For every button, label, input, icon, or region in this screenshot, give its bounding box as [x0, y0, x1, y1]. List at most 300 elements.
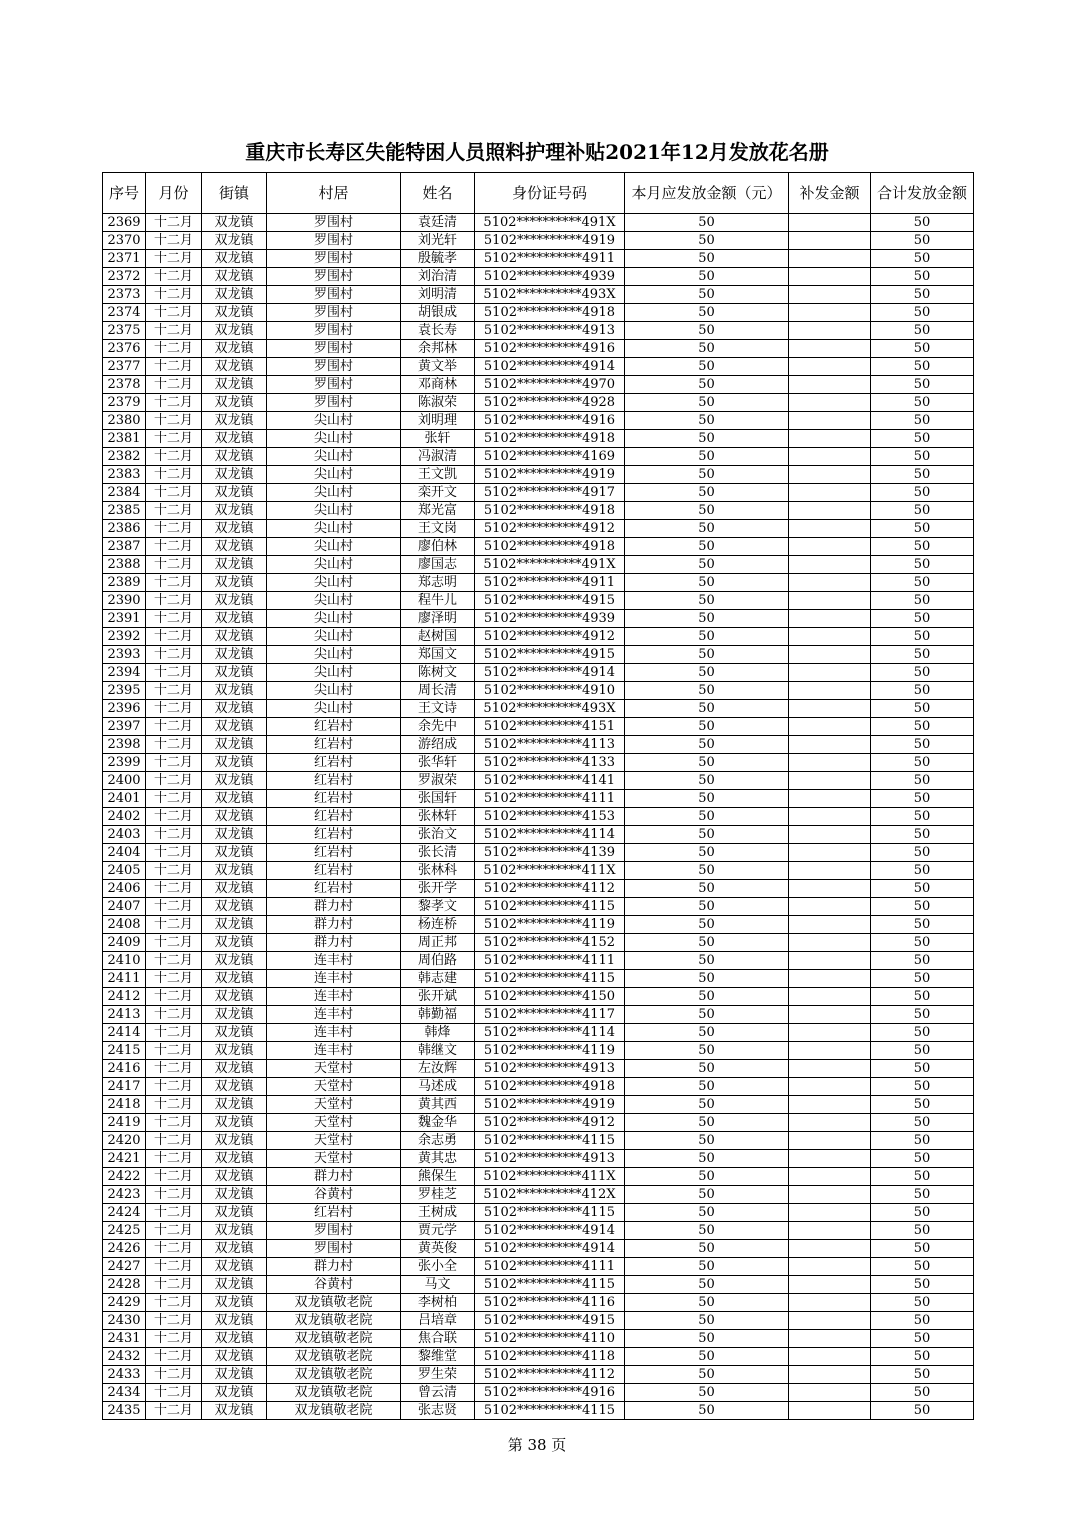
supplement-cell [789, 862, 871, 880]
total-cell: 50 [871, 1222, 974, 1240]
due-amount-cell: 50 [625, 1096, 789, 1114]
village-cell: 连丰村 [267, 988, 401, 1006]
seq-cell: 2418 [103, 1096, 146, 1114]
month-cell: 十二月 [146, 1402, 202, 1420]
village-cell: 谷黄村 [267, 1186, 401, 1204]
due-amount-cell: 50 [625, 682, 789, 700]
total-cell: 50 [871, 1132, 974, 1150]
roster-body [103, 214, 974, 1420]
table-row [103, 430, 974, 448]
village-cell: 罗围村 [267, 286, 401, 304]
table-row [103, 898, 974, 916]
month-cell: 十二月 [146, 430, 202, 448]
total-cell: 50 [871, 1096, 974, 1114]
id-number-cell: 5102**********4111 [475, 1258, 625, 1276]
table-row [103, 754, 974, 772]
supplement-cell [789, 1258, 871, 1276]
village-cell: 红岩村 [267, 790, 401, 808]
seq-cell: 2395 [103, 682, 146, 700]
village-cell: 双龙镇敬老院 [267, 1312, 401, 1330]
name-cell: 冯淑清 [401, 448, 475, 466]
table-row [103, 1366, 974, 1384]
town-cell: 双龙镇 [202, 1150, 267, 1168]
roster-table [102, 172, 974, 1420]
name-cell: 殷毓孝 [401, 250, 475, 268]
table-row [103, 1258, 974, 1276]
seq-cell: 2399 [103, 754, 146, 772]
seq-cell: 2433 [103, 1366, 146, 1384]
table-row [103, 286, 974, 304]
supplement-cell [789, 1168, 871, 1186]
due-amount-cell: 50 [625, 754, 789, 772]
table-row [103, 988, 974, 1006]
name-cell: 程牛儿 [401, 592, 475, 610]
total-cell: 50 [871, 538, 974, 556]
supplement-cell [789, 214, 871, 232]
seq-cell: 2372 [103, 268, 146, 286]
table-row [103, 1312, 974, 1330]
seq-cell: 2434 [103, 1384, 146, 1402]
id-number-cell: 5102**********4915 [475, 1312, 625, 1330]
id-number-cell: 5102**********4914 [475, 1222, 625, 1240]
town-cell: 双龙镇 [202, 1348, 267, 1366]
due-amount-cell: 50 [625, 520, 789, 538]
village-cell: 尖山村 [267, 412, 401, 430]
due-amount-cell: 50 [625, 718, 789, 736]
id-number-cell: 5102**********4115 [475, 1402, 625, 1420]
village-cell: 尖山村 [267, 556, 401, 574]
village-cell: 罗围村 [267, 304, 401, 322]
month-cell: 十二月 [146, 232, 202, 250]
id-number-cell: 5102**********4152 [475, 934, 625, 952]
town-cell: 双龙镇 [202, 592, 267, 610]
town-cell: 双龙镇 [202, 646, 267, 664]
due-amount-cell: 50 [625, 628, 789, 646]
due-amount-cell: 50 [625, 214, 789, 232]
seq-cell: 2424 [103, 1204, 146, 1222]
town-cell: 双龙镇 [202, 790, 267, 808]
total-cell: 50 [871, 1384, 974, 1402]
seq-cell: 2394 [103, 664, 146, 682]
seq-cell: 2419 [103, 1114, 146, 1132]
name-cell: 邓商林 [401, 376, 475, 394]
village-cell: 尖山村 [267, 700, 401, 718]
id-number-cell: 5102**********4119 [475, 916, 625, 934]
supplement-cell [789, 448, 871, 466]
total-cell: 50 [871, 1330, 974, 1348]
total-cell: 50 [871, 448, 974, 466]
village-cell: 红岩村 [267, 826, 401, 844]
due-amount-cell: 50 [625, 358, 789, 376]
total-cell: 50 [871, 322, 974, 340]
total-cell: 50 [871, 970, 974, 988]
due-amount-cell: 50 [625, 1078, 789, 1096]
total-cell: 50 [871, 988, 974, 1006]
village-cell: 红岩村 [267, 754, 401, 772]
name-cell: 黄其西 [401, 1096, 475, 1114]
name-cell: 左汝辉 [401, 1060, 475, 1078]
header-supplement: 补发金额 [789, 173, 871, 214]
name-cell: 张林轩 [401, 808, 475, 826]
supplement-cell [789, 826, 871, 844]
town-cell: 双龙镇 [202, 466, 267, 484]
village-cell: 群力村 [267, 1168, 401, 1186]
supplement-cell [789, 430, 871, 448]
due-amount-cell: 50 [625, 1330, 789, 1348]
name-cell: 韩勤福 [401, 1006, 475, 1024]
table-row [103, 1330, 974, 1348]
village-cell: 天堂村 [267, 1060, 401, 1078]
id-number-cell: 5102**********4115 [475, 1204, 625, 1222]
total-cell: 50 [871, 610, 974, 628]
total-cell: 50 [871, 826, 974, 844]
town-cell: 双龙镇 [202, 1042, 267, 1060]
supplement-cell [789, 304, 871, 322]
name-cell: 黄其忠 [401, 1150, 475, 1168]
village-cell: 连丰村 [267, 1006, 401, 1024]
name-cell: 刘治清 [401, 268, 475, 286]
supplement-cell [789, 736, 871, 754]
month-cell: 十二月 [146, 844, 202, 862]
seq-cell: 2386 [103, 520, 146, 538]
month-cell: 十二月 [146, 1240, 202, 1258]
total-cell: 50 [871, 952, 974, 970]
due-amount-cell: 50 [625, 880, 789, 898]
table-row [103, 1060, 974, 1078]
town-cell: 双龙镇 [202, 520, 267, 538]
seq-cell: 2398 [103, 736, 146, 754]
id-number-cell: 5102**********4914 [475, 1240, 625, 1258]
supplement-cell [789, 790, 871, 808]
name-cell: 吕培章 [401, 1312, 475, 1330]
month-cell: 十二月 [146, 1096, 202, 1114]
seq-cell: 2384 [103, 484, 146, 502]
name-cell: 黄文举 [401, 358, 475, 376]
supplement-cell [789, 250, 871, 268]
name-cell: 张轩 [401, 430, 475, 448]
supplement-cell [789, 1150, 871, 1168]
name-cell: 张开学 [401, 880, 475, 898]
seq-cell: 2390 [103, 592, 146, 610]
month-cell: 十二月 [146, 1366, 202, 1384]
name-cell: 王文诗 [401, 700, 475, 718]
seq-cell: 2410 [103, 952, 146, 970]
name-cell: 周伯路 [401, 952, 475, 970]
total-cell: 50 [871, 1150, 974, 1168]
town-cell: 双龙镇 [202, 934, 267, 952]
town-cell: 双龙镇 [202, 340, 267, 358]
table-row [103, 1384, 974, 1402]
table-row [103, 808, 974, 826]
month-cell: 十二月 [146, 1060, 202, 1078]
supplement-cell [789, 1276, 871, 1294]
supplement-cell [789, 808, 871, 826]
id-number-cell: 5102**********412X [475, 1186, 625, 1204]
id-number-cell: 5102**********4919 [475, 466, 625, 484]
town-cell: 双龙镇 [202, 376, 267, 394]
table-row [103, 1114, 974, 1132]
name-cell: 贾元学 [401, 1222, 475, 1240]
due-amount-cell: 50 [625, 232, 789, 250]
table-row [103, 952, 974, 970]
month-cell: 十二月 [146, 772, 202, 790]
name-cell: 刘明理 [401, 412, 475, 430]
month-cell: 十二月 [146, 286, 202, 304]
supplement-cell [789, 610, 871, 628]
header-month: 月份 [146, 173, 202, 214]
name-cell: 张志贤 [401, 1402, 475, 1420]
name-cell: 张长清 [401, 844, 475, 862]
town-cell: 双龙镇 [202, 1078, 267, 1096]
due-amount-cell: 50 [625, 1402, 789, 1420]
due-amount-cell: 50 [625, 1312, 789, 1330]
seq-cell: 2403 [103, 826, 146, 844]
village-cell: 尖山村 [267, 538, 401, 556]
village-cell: 罗围村 [267, 358, 401, 376]
total-cell: 50 [871, 898, 974, 916]
name-cell: 熊保生 [401, 1168, 475, 1186]
seq-cell: 2377 [103, 358, 146, 376]
due-amount-cell: 50 [625, 1042, 789, 1060]
supplement-cell [789, 1114, 871, 1132]
total-cell: 50 [871, 250, 974, 268]
total-cell: 50 [871, 1276, 974, 1294]
village-cell: 群力村 [267, 898, 401, 916]
table-row [103, 1348, 974, 1366]
supplement-cell [789, 232, 871, 250]
page-number: 第 38 页 [507, 1436, 567, 1454]
table-row [103, 790, 974, 808]
total-cell: 50 [871, 934, 974, 952]
total-cell: 50 [871, 1114, 974, 1132]
due-amount-cell: 50 [625, 430, 789, 448]
name-cell: 黎孝文 [401, 898, 475, 916]
id-number-cell: 5102**********4916 [475, 1384, 625, 1402]
town-cell: 双龙镇 [202, 322, 267, 340]
name-cell: 魏金华 [401, 1114, 475, 1132]
id-number-cell: 5102**********493X [475, 286, 625, 304]
due-amount-cell: 50 [625, 1150, 789, 1168]
table-row [103, 880, 974, 898]
village-cell: 天堂村 [267, 1114, 401, 1132]
id-number-cell: 5102**********4915 [475, 592, 625, 610]
month-cell: 十二月 [146, 952, 202, 970]
table-row [103, 826, 974, 844]
supplement-cell [789, 628, 871, 646]
seq-cell: 2402 [103, 808, 146, 826]
due-amount-cell: 50 [625, 790, 789, 808]
total-cell: 50 [871, 376, 974, 394]
seq-cell: 2371 [103, 250, 146, 268]
due-amount-cell: 50 [625, 1276, 789, 1294]
id-number-cell: 5102**********4141 [475, 772, 625, 790]
month-cell: 十二月 [146, 358, 202, 376]
table-row [103, 1276, 974, 1294]
supplement-cell [789, 1312, 871, 1330]
supplement-cell [789, 952, 871, 970]
town-cell: 双龙镇 [202, 484, 267, 502]
name-cell: 游绍成 [401, 736, 475, 754]
town-cell: 双龙镇 [202, 1258, 267, 1276]
table-row [103, 1024, 974, 1042]
name-cell: 王文凯 [401, 466, 475, 484]
due-amount-cell: 50 [625, 1294, 789, 1312]
town-cell: 双龙镇 [202, 610, 267, 628]
table-row [103, 916, 974, 934]
due-amount-cell: 50 [625, 1204, 789, 1222]
town-cell: 双龙镇 [202, 232, 267, 250]
id-number-cell: 5102**********4919 [475, 232, 625, 250]
village-cell: 红岩村 [267, 880, 401, 898]
due-amount-cell: 50 [625, 412, 789, 430]
village-cell: 群力村 [267, 934, 401, 952]
village-cell: 双龙镇敬老院 [267, 1330, 401, 1348]
town-cell: 双龙镇 [202, 430, 267, 448]
month-cell: 十二月 [146, 664, 202, 682]
village-cell: 天堂村 [267, 1078, 401, 1096]
table-row [103, 538, 974, 556]
table-row [103, 736, 974, 754]
town-cell: 双龙镇 [202, 1312, 267, 1330]
village-cell: 红岩村 [267, 736, 401, 754]
total-cell: 50 [871, 1168, 974, 1186]
table-row [103, 934, 974, 952]
due-amount-cell: 50 [625, 448, 789, 466]
total-cell: 50 [871, 466, 974, 484]
month-cell: 十二月 [146, 322, 202, 340]
table-row [103, 1294, 974, 1312]
table-row [103, 466, 974, 484]
supplement-cell [789, 340, 871, 358]
id-number-cell: 5102**********4112 [475, 1366, 625, 1384]
id-number-cell: 5102**********4911 [475, 250, 625, 268]
month-cell: 十二月 [146, 1258, 202, 1276]
total-cell: 50 [871, 1060, 974, 1078]
table-row [103, 862, 974, 880]
town-cell: 双龙镇 [202, 916, 267, 934]
village-cell: 谷黄村 [267, 1276, 401, 1294]
table-row [103, 700, 974, 718]
supplement-cell [789, 1060, 871, 1078]
total-cell: 50 [871, 628, 974, 646]
month-cell: 十二月 [146, 988, 202, 1006]
village-cell: 连丰村 [267, 1024, 401, 1042]
table-row [103, 610, 974, 628]
due-amount-cell: 50 [625, 250, 789, 268]
name-cell: 栾开文 [401, 484, 475, 502]
id-number-cell: 5102**********4939 [475, 610, 625, 628]
id-number-cell: 5102**********4914 [475, 664, 625, 682]
month-cell: 十二月 [146, 898, 202, 916]
town-cell: 双龙镇 [202, 1024, 267, 1042]
town-cell: 双龙镇 [202, 1186, 267, 1204]
total-cell: 50 [871, 772, 974, 790]
id-number-cell: 5102**********4114 [475, 1024, 625, 1042]
table-row [103, 592, 974, 610]
header-id-number: 身份证号码 [475, 173, 625, 214]
total-cell: 50 [871, 1042, 974, 1060]
name-cell: 袁长寿 [401, 322, 475, 340]
seq-cell: 2417 [103, 1078, 146, 1096]
supplement-cell [789, 556, 871, 574]
total-cell: 50 [871, 646, 974, 664]
table-row [103, 358, 974, 376]
month-cell: 十二月 [146, 1204, 202, 1222]
name-cell: 马文 [401, 1276, 475, 1294]
seq-cell: 2389 [103, 574, 146, 592]
table-row [103, 1222, 974, 1240]
supplement-cell [789, 520, 871, 538]
id-number-cell: 5102**********4115 [475, 1276, 625, 1294]
month-cell: 十二月 [146, 700, 202, 718]
town-cell: 双龙镇 [202, 826, 267, 844]
town-cell: 双龙镇 [202, 664, 267, 682]
supplement-cell [789, 1294, 871, 1312]
due-amount-cell: 50 [625, 952, 789, 970]
village-cell: 连丰村 [267, 1042, 401, 1060]
id-number-cell: 5102**********4918 [475, 1078, 625, 1096]
due-amount-cell: 50 [625, 1168, 789, 1186]
due-amount-cell: 50 [625, 322, 789, 340]
name-cell: 曾云清 [401, 1384, 475, 1402]
total-cell: 50 [871, 682, 974, 700]
due-amount-cell: 50 [625, 772, 789, 790]
village-cell: 天堂村 [267, 1150, 401, 1168]
id-number-cell: 5102**********4919 [475, 1096, 625, 1114]
due-amount-cell: 50 [625, 1384, 789, 1402]
name-cell: 刘光轩 [401, 232, 475, 250]
town-cell: 双龙镇 [202, 1276, 267, 1294]
name-cell: 郑光富 [401, 502, 475, 520]
total-cell: 50 [871, 1204, 974, 1222]
due-amount-cell: 50 [625, 1114, 789, 1132]
table-row [103, 1132, 974, 1150]
name-cell: 韩继文 [401, 1042, 475, 1060]
seq-cell: 2388 [103, 556, 146, 574]
id-number-cell: 5102**********4915 [475, 646, 625, 664]
month-cell: 十二月 [146, 1132, 202, 1150]
header-name: 姓名 [401, 173, 475, 214]
seq-cell: 2428 [103, 1276, 146, 1294]
due-amount-cell: 50 [625, 556, 789, 574]
town-cell: 双龙镇 [202, 1384, 267, 1402]
month-cell: 十二月 [146, 1006, 202, 1024]
total-cell: 50 [871, 520, 974, 538]
total-cell: 50 [871, 1024, 974, 1042]
total-cell: 50 [871, 412, 974, 430]
town-cell: 双龙镇 [202, 394, 267, 412]
id-number-cell: 5102**********493X [475, 700, 625, 718]
village-cell: 尖山村 [267, 484, 401, 502]
id-number-cell: 5102**********4111 [475, 790, 625, 808]
due-amount-cell: 50 [625, 376, 789, 394]
seq-cell: 2393 [103, 646, 146, 664]
town-cell: 双龙镇 [202, 1240, 267, 1258]
village-cell: 尖山村 [267, 448, 401, 466]
month-cell: 十二月 [146, 304, 202, 322]
id-number-cell: 5102**********4913 [475, 322, 625, 340]
table-row [103, 304, 974, 322]
seq-cell: 2404 [103, 844, 146, 862]
table-row [103, 250, 974, 268]
total-cell: 50 [871, 502, 974, 520]
month-cell: 十二月 [146, 1186, 202, 1204]
supplement-cell [789, 1366, 871, 1384]
due-amount-cell: 50 [625, 538, 789, 556]
village-cell: 双龙镇敬老院 [267, 1366, 401, 1384]
village-cell: 红岩村 [267, 844, 401, 862]
month-cell: 十二月 [146, 1330, 202, 1348]
